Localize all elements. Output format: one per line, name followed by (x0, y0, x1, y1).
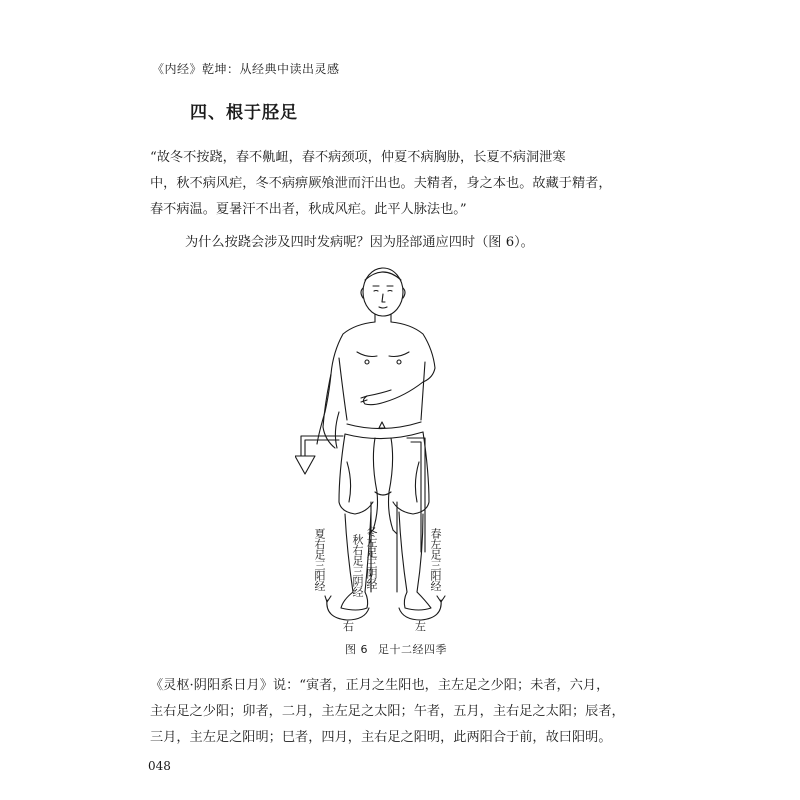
label-right: 右 (343, 620, 354, 633)
running-head: 《内经》乾坤：从经典中读出灵感 (152, 62, 340, 76)
caption-number: 图 6 (345, 643, 368, 656)
meridian-figure (295, 262, 455, 632)
citation-line-1: 《灵枢·阴阳系日月》说：“寅者，正月之生阳也，主左足之少阳；未者，六月， (150, 678, 610, 693)
label-left: 左 (415, 620, 426, 633)
figure-caption (345, 641, 447, 657)
quote-line-1: “故冬不按跷，春不鼽衄，春不病颈项，仲夏不病胸胁，长夏不病洞泄寒 (150, 150, 566, 165)
citation-line-3: 三月，主左足之阳明；巳者，四月，主右足之阳明，此两阳合于前，故曰阳明。 (150, 730, 612, 745)
question-paragraph: 为什么按跷会涉及四时发病呢？因为胫部通应四时（图 6）。 (185, 235, 534, 250)
label-summer: 夏右足三阳经 (313, 528, 326, 591)
quote-line-3: 春不病温。夏暑汗不出者，秋成风疟。此平人脉法也。” (150, 202, 467, 217)
quote-paragraph (150, 145, 612, 223)
label-autumn: 秋右足三阴经 (351, 534, 364, 597)
caption-text: 足十二经四季 (378, 643, 447, 656)
citation-line-2: 主右足之少阳；卯者，二月，主左足之太阳；午者，五月，主右足之太阳；辰者， (150, 704, 625, 719)
quote-line-2: 中，秋不病风疟，冬不病痹厥飧泄而汗出也。夫精者，身之本也。故藏于精者， (150, 176, 612, 191)
section-title: 四、根于胫足 (190, 103, 298, 123)
page-number: 048 (148, 759, 171, 773)
citation-paragraph (150, 673, 625, 751)
label-winter: 冬左足三阴经 (365, 526, 378, 589)
label-spring: 春左足三阳经 (429, 528, 442, 591)
